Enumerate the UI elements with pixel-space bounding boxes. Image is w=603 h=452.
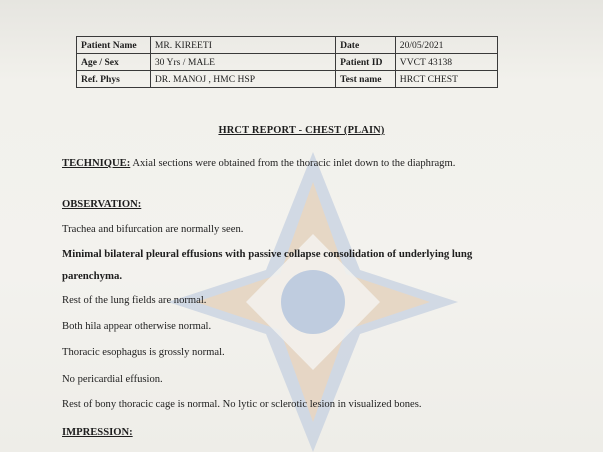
observation-item: Thoracic esophagus is grossly normal. (62, 347, 225, 358)
table-row (77, 37, 498, 54)
observation-label: OBSERVATION: (62, 199, 142, 210)
patient-name-value: MR. KIREETI (150, 37, 335, 54)
patient-info-table (76, 36, 498, 88)
test-name-value: HRCT CHEST (395, 71, 497, 88)
observation-item: Both hila appear otherwise normal. (62, 321, 212, 332)
observation-item: Trachea and bifurcation are normally seen. (62, 224, 244, 235)
patient-id-label: Patient ID (336, 54, 396, 71)
impression-heading (62, 427, 133, 438)
age-sex-label: Age / Sex (77, 54, 151, 71)
table-row (77, 71, 498, 88)
test-name-label: Test name (336, 71, 396, 88)
table-row (77, 54, 498, 71)
date-label: Date (336, 37, 396, 54)
technique-text: Axial sections were obtained from the thoracic inlet down to the diaphragm. (132, 158, 456, 169)
patient-name-label: Patient Name (77, 37, 151, 54)
ref-phys-label: Ref. Phys (77, 71, 151, 88)
observation-item: Rest of the lung fields are normal. (62, 295, 207, 306)
observation-item: Rest of bony thoracic cage is normal. No lytic or sclerotic lesion in visualized bones. (62, 399, 422, 410)
technique-line (62, 158, 455, 169)
date-value: 20/05/2021 (395, 37, 497, 54)
technique-label: TECHNIQUE: (62, 158, 131, 169)
observation-item: No pericardial effusion. (62, 374, 163, 385)
report-title: HRCT REPORT - CHEST (PLAIN) (218, 125, 385, 136)
observation-heading (62, 199, 141, 210)
patient-id-value: VVCT 43138 (395, 54, 497, 71)
ref-phys-value: DR. MANOJ , HMC HSP (150, 71, 335, 88)
impression-label: IMPRESSION: (62, 427, 133, 438)
observation-item-bold: Minimal bilateral pleural effusions with passive collapse consolidation of underlying lung parenchyma. (62, 248, 473, 282)
age-sex-value: 30 Yrs / MALE (150, 54, 335, 71)
